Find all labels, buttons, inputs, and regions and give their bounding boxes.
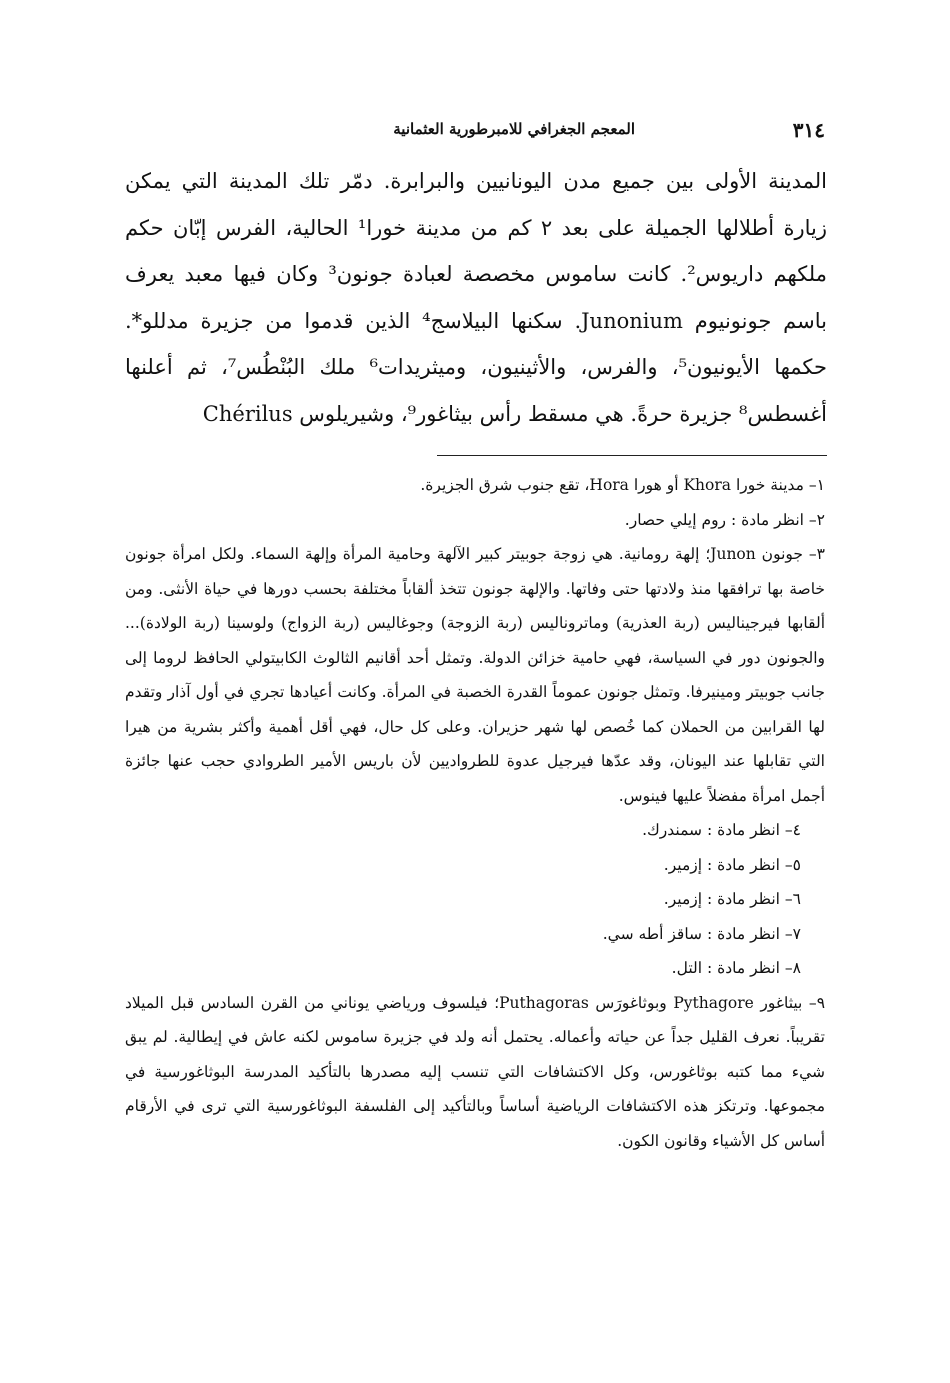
footnote-9: ٩– بيثاغور Pythagore وبوثاغورَس Puthagoras؛ فيلسوف ورياضي يوناني من القرن السادس قبل الميلاد تقريباً. نعرف القليل جداً عن حياته وأعماله. يحتمل أنه ولد في جزيرة ساموس لكنه عاش في إيطالية. لم يبق شيء مما كتبه بوثاغورس، وكل الاكتشافات التي تنسب إليه مصدرها بالتأكيد المدرسة البوثاغورسية في مجموعها. وترتكز هذه الاكتشافات الرياضية أساساً وبالتأكيد إلى الفلسفة البوثاغورسية التي ترى في الأرقام أساس كل الأشياء وقانون الكون. xyxy=(125,993,826,1150)
footnote-8: ٨– انظر مادة : التل. xyxy=(671,959,801,977)
footnote-6: ٦– انظر مادة : إزمير. xyxy=(663,890,801,908)
footnote-separator xyxy=(437,455,827,456)
footnote-1: ١– مدينة خورا Khora أو هورا Hora، تقع جنوب شرق الجزيرة. xyxy=(420,476,825,494)
footnote-7: ٧– انظر مادة : ساقز أطه سي. xyxy=(602,924,801,943)
running-title: المعجم الجغرافي للامبرطورية العثمانية xyxy=(393,120,635,138)
page-number: ٣١٤ xyxy=(792,118,825,142)
footnotes xyxy=(125,468,825,1158)
footnote-4: ٤– انظر مادة : سمندرك. xyxy=(642,821,801,839)
footnote-5: ٥– انظر مادة : إزمير. xyxy=(663,855,801,874)
footnote-3: ٣– جونون Junon؛ إلهة رومانية. هي زوجة جوبيتر كبير الآلهة وحامية المرأة وإلهة السماء. ولكل امرأة جونون خاصة بها ترافقها منذ ولادتها حتى وفاتها. والإلهة جونون تتخذ ألقاباً مختلفة بحسب دورها في حياة الأنثى. ومن ألقابها فيرجيناليس (ربة العذرية) وماتروناليس (ربة الزوجة) وجوغاليس (ربة الزواج) ولوسينا (ربة الولادة)... والجونون دور في السياسة، فهي حامية خزائن الدولة. وتمثل أحد أقانيم الثالوث الكابيتولي الحافظ لروما إلى جانب جوبيتر ومينيرفا. وتمثل جونون عموماً القدرة الخصبة في المرأة. وكانت أعيادها تجري في أول آذار وتقدم لها القرابين من الحملان كما خُصص لها شهر حزيران. وعلى كل حال، فهي أقل أهمية وأكثر بشرية من هيرا التي تقابلها عند اليونان، وقد عدّها فيرجيل عدوة للطرواديين لأن باريس الأمير الطروادي حجب عنها جائزة أجمل امرأة مفضلاً عليها فينوس. xyxy=(125,545,825,805)
main-text xyxy=(125,158,827,437)
page-header xyxy=(130,118,825,148)
footnote-2: ٢– انظر مادة : روم إيلي حصار. xyxy=(624,510,825,529)
body-paragraph: المدينة الأولى بين جميع مدن اليونانيين والبرابرة. دمّر تلك المدينة التي يمكن زيارة أطلالها الجميلة على بعد ٢ كم من مدينة خورا¹ الحالية، الفرس إبّان حكم ملكهم داريوس². كانت ساموس مخصصة لعبادة جونون³ وكان فيها معبد يعرف باسم جونونيوم Junonium. سكنها البيلاسج⁴ الذين قدموا من جزيرة مدللو*. حكمها الأيونيون⁵، والفرس، والأثينيون، وميثريدات⁶ ملك البُنْطُس⁷، ثم أعلنها أغسطس⁸ جزيرة حرةً. هي مسقط رأس بيثاغور⁹، وشيريلوس Chérilus xyxy=(125,169,828,426)
